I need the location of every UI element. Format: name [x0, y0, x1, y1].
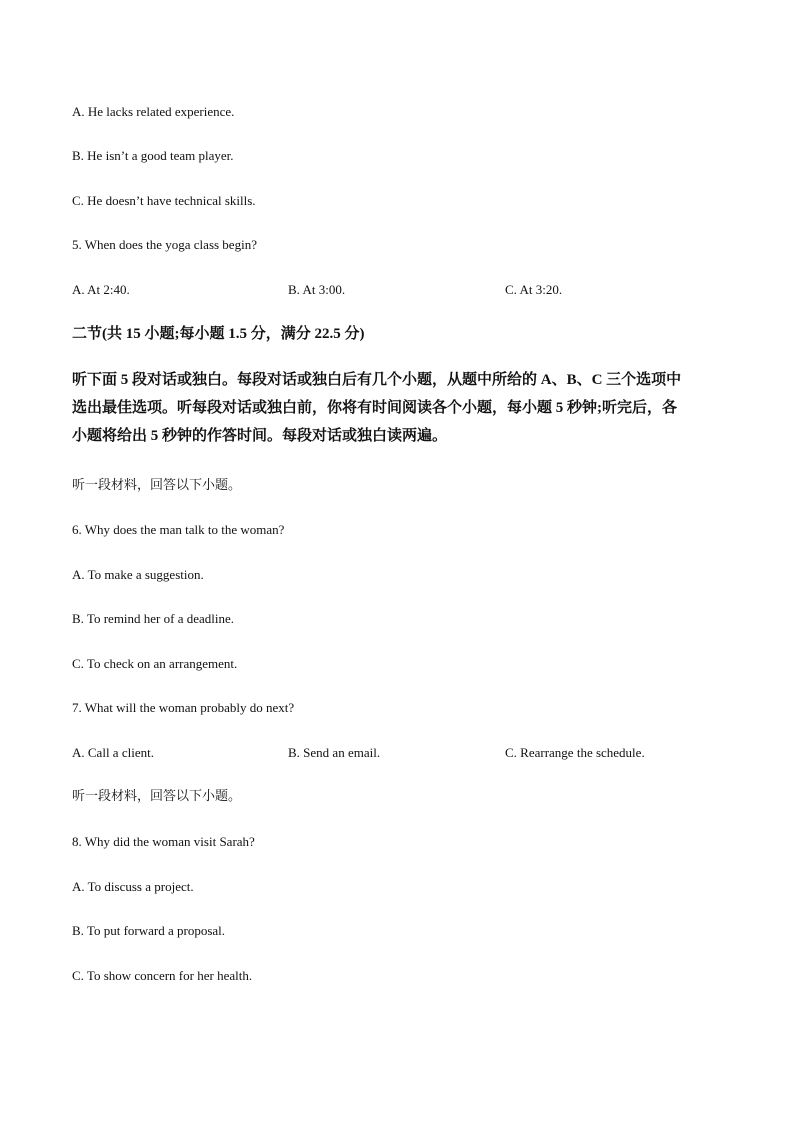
- q6-question: 6. Why does the man talk to the woman?: [72, 522, 285, 537]
- q6-option-c: C. To check on an arrangement.: [72, 656, 238, 671]
- q7-option-c: C. Rearrange the schedule.: [505, 745, 645, 760]
- q6-option-b: B. To remind her of a deadline.: [72, 611, 235, 626]
- instructions-line-1: 听下面 5 段对话或独白。每段对话或独白后有几个小题，从题中所给的 A、B、C 三个选项中: [72, 372, 682, 388]
- section-instructions: [72, 366, 724, 450]
- q4-option-b: B. He isn’t a good team player.: [72, 148, 234, 163]
- instructions-line-2: 选出最佳选项。听每段对话或独白前，你将有时间阅读各个小题，每小题 5 秒钟;听完后，各: [72, 400, 677, 416]
- q7-question: 7. What will the woman probably do next?: [72, 700, 295, 715]
- q8-question: 8. Why did the woman visit Sarah?: [72, 834, 255, 849]
- q7-option-a: A. Call a client.: [72, 745, 154, 760]
- q8-option-c: C. To show concern for her health.: [72, 968, 253, 983]
- q4-option-a: A. He lacks related experience.: [72, 104, 235, 119]
- q5-question: 5. When does the yoga class begin?: [72, 237, 257, 252]
- q4-option-c: C. He doesn’t have technical skills.: [72, 193, 256, 208]
- group2-intro: 听一段材料，回答以下小题。: [72, 789, 242, 804]
- q5-option-b: B. At 3:00.: [288, 282, 346, 297]
- q6-option-a: A. To make a suggestion.: [72, 567, 204, 582]
- q7-option-b: B. Send an email.: [288, 745, 381, 760]
- instructions-line-3: 小题将给出 5 秒钟的作答时间。每段对话或独白读两遍。: [72, 428, 448, 444]
- q5-option-a: A. At 2:40.: [72, 282, 130, 297]
- section-title: 二节(共 15 小题;每小题 1.5 分，满分 22.5 分): [72, 326, 365, 342]
- q5-option-c: C. At 3:20.: [505, 282, 563, 297]
- q5-options: [72, 282, 732, 298]
- group1-intro: 听一段材料，回答以下小题。: [72, 478, 242, 493]
- q8-option-a: A. To discuss a project.: [72, 879, 194, 894]
- q8-option-b: B. To put forward a proposal.: [72, 923, 226, 938]
- q7-options: [72, 745, 732, 761]
